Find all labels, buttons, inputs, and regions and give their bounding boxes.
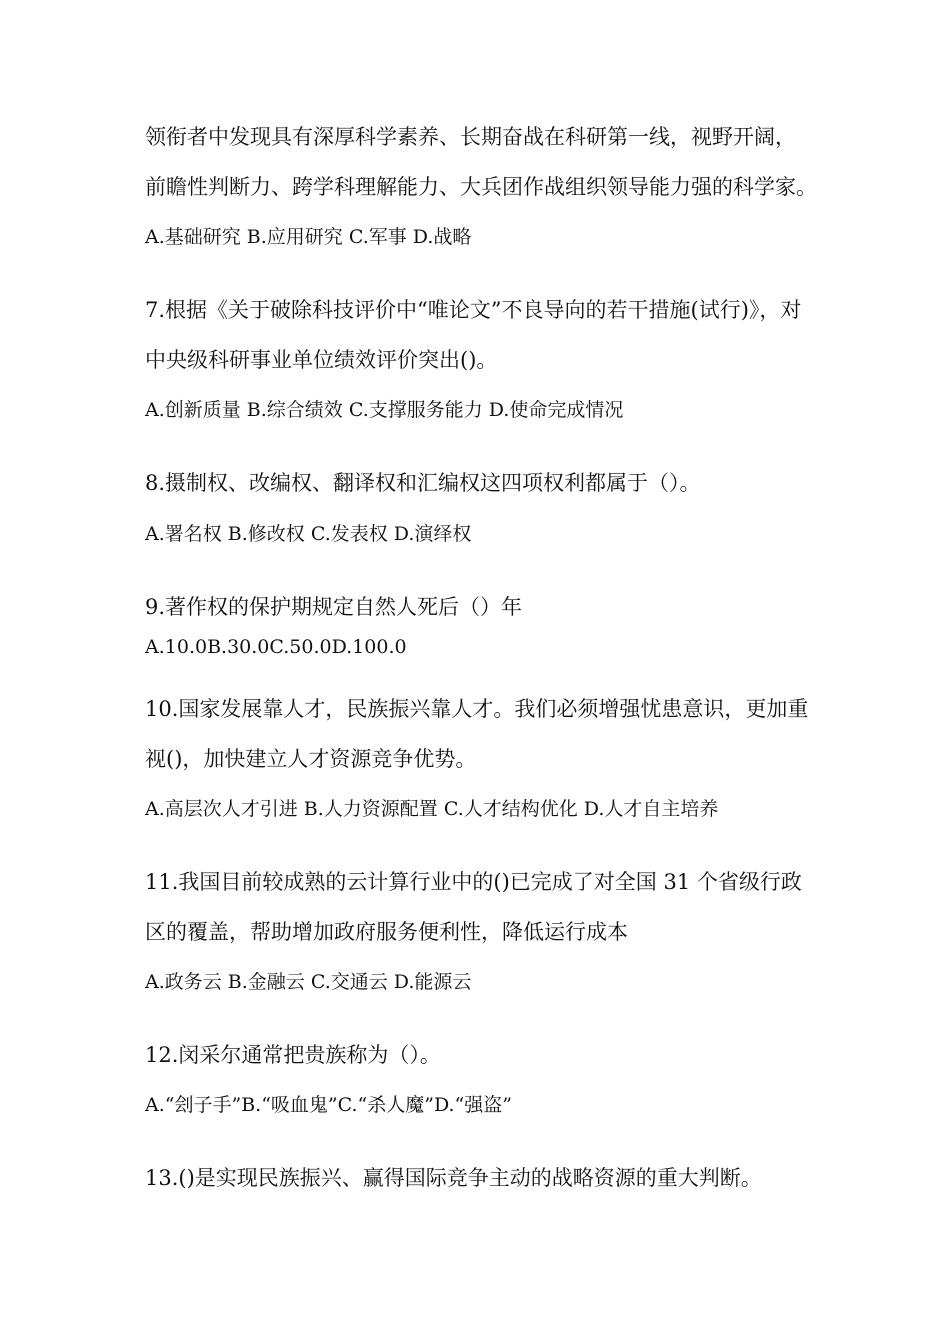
question-13-text: 13.()是实现民族振兴、赢得国际竞争主动的战略资源的重大判断。	[145, 1166, 762, 1190]
question-12-options: A.“刽子手”B.“吸血鬼”C.“杀人魔”D.“强盗”	[145, 1094, 512, 1116]
question-9-text: 9.著作权的保护期规定自然人死后（）年	[145, 595, 523, 619]
question-6-text-line-1: 领衔者中发现具有深厚科学素养、长期奋战在科研第一线，视野开阔，	[145, 125, 796, 149]
question-12-text: 12.闵采尔通常把贵族称为（）。	[145, 1043, 441, 1067]
question-10-text-line-2: 视()，加快建立人才资源竞争优势。	[145, 747, 477, 771]
question-6-options: A.基础研究 B.应用研究 C.军事 D.战略	[145, 226, 472, 248]
question-9-options: A.10.0B.30.0C.50.0D.100.0	[145, 636, 407, 658]
question-11-text-line-2: 区的覆盖，帮助增加政府服务便利性，降低运行成本	[145, 920, 628, 944]
question-11-text-line-1: 11.我国目前较成熟的云计算行业中的()已完成了对全国 31 个省级行政	[145, 870, 802, 894]
question-8-options: A.署名权 B.修改权 C.发表权 D.演绎权	[145, 523, 472, 545]
question-7-options: A.创新质量 B.综合绩效 C.支撑服务能力 D.使命完成情况	[145, 399, 624, 421]
question-8-text: 8.摄制权、改编权、翻译权和汇编权这四项权利都属于（）。	[145, 471, 701, 495]
question-7-text-line-1: 7.根据《关于破除科技评价中“唯论文”不良导向的若干措施(试行)》，对	[145, 298, 802, 322]
question-6-text-line-2: 前瞻性判断力、跨学科理解能力、大兵团作战组织领导能力强的科学家。	[145, 175, 817, 199]
question-7-text-line-2: 中央级科研事业单位绩效评价突出()。	[145, 348, 498, 372]
question-10-text-line-1: 10.国家发展靠人才，民族振兴靠人才。我们必须增强忧患意识，更加重	[145, 697, 809, 721]
question-10-options: A.高层次人才引进 B.人力资源配置 C.人才结构优化 D.人才自主培养	[145, 798, 719, 820]
question-11-options: A.政务云 B.金融云 C.交通云 D.能源云	[145, 971, 472, 993]
